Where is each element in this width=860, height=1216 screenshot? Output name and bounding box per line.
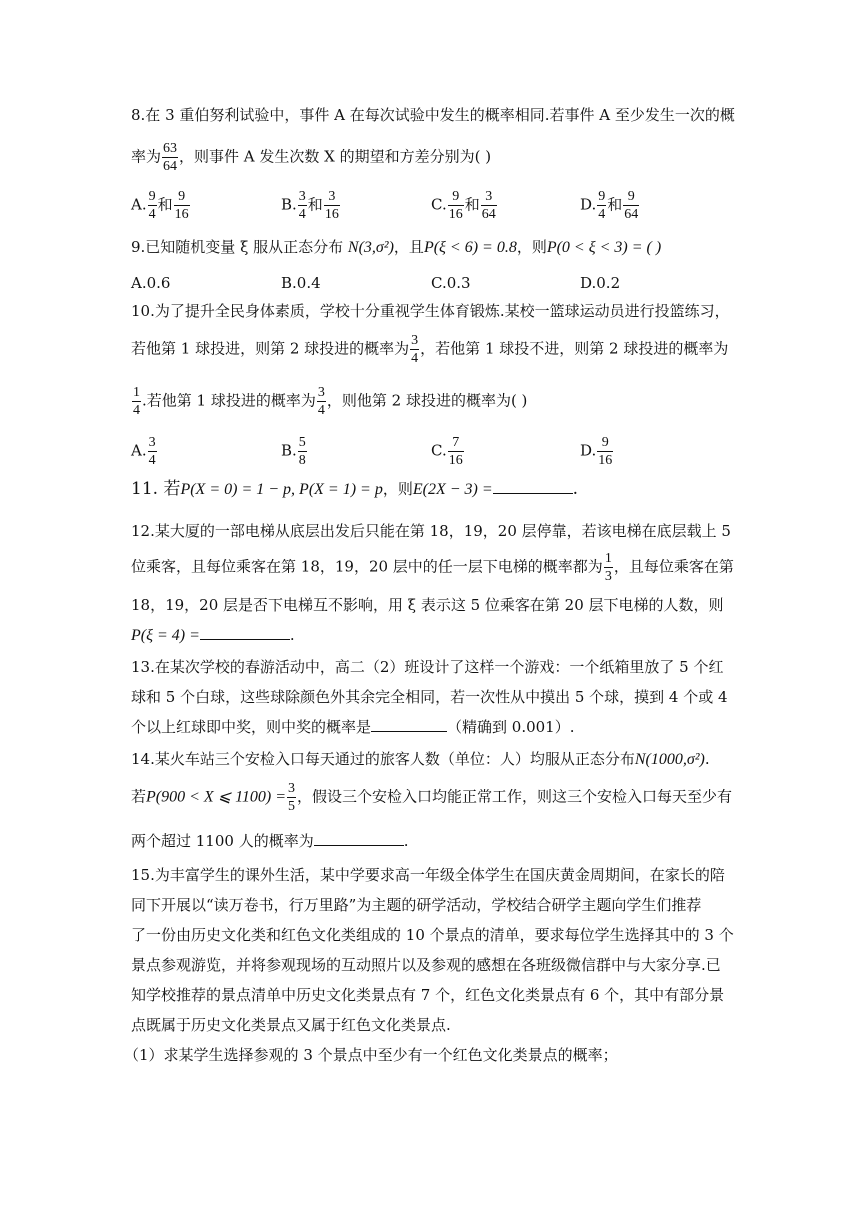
- q13-line1: 13.在某次学校的春游活动中，高二（2）班设计了这样一个游戏：一个纸箱里放了 5 个红: [131, 658, 724, 676]
- q15-line6: 点既属于历史文化类景点又属于红色文化类景点.: [131, 1016, 451, 1034]
- q8-option-d[interactable]: D. $\frac{9}{4}$ 和 $\frac{9}{64}$: [580, 189, 639, 222]
- q10-option-b[interactable]: B. $\frac{5}{8}$: [281, 435, 306, 468]
- q15-line3: 了一份由历史文化类和红色文化类组成的 10 个景点的清单，要求每位学生选择其中的 3 个: [131, 926, 734, 944]
- q9-question: P(0 < ξ < 3) = ( ): [546, 239, 662, 256]
- q15-line1: 15.为丰富学生的课外生活，某中学要求高一年级全体学生在国庆黄金周期间，在家长的陪: [131, 866, 725, 884]
- q10-line3: $\frac{1}{4}$ .若他第 1 球投进的概率为 $\frac{3}{4}$ ，则他第 2 球投进的概率为( ): [133, 385, 528, 418]
- q10-option-d[interactable]: D. $\frac{9}{16}$: [580, 435, 613, 468]
- q15-sub1: （1）求某学生选择参观的 3 个景点中至少有一个红色文化类景点的概率；: [124, 1046, 618, 1064]
- q15-line2: 同下开展以“读万卷书，行万里路”为主题的研学活动，学校结合研学主题向学生们推荐: [131, 896, 702, 914]
- q12-line3: 18，19，20 层是否下电梯互不影响，用 ξ 表示这 5 位乘客在第 20 层下电梯的人数，则: [131, 596, 724, 614]
- q9-distribution: N(3,σ²): [347, 239, 394, 256]
- q8-line2: 率为 $\frac{63}{64}$ ，则事件 A 发生次数 X 的期望和方差分别为( ): [131, 141, 492, 174]
- q9-line: 9.已知随机变量 ξ 服从正态分布 N(3,σ²)，且P(ξ < 6) = 0.8，则P(0 < ξ < 3) = ( ): [131, 238, 662, 256]
- q8-option-c[interactable]: C. $\frac{9}{16}$ 和 $\frac{3}{64}$: [431, 189, 496, 222]
- q9-option-c[interactable]: C.0.3: [431, 274, 471, 292]
- q9-option-d[interactable]: D.0.2: [580, 274, 621, 292]
- q15-line5: 知学校推荐的景点清单中历史文化类景点有 7 个，红色文化类景点有 6 个，其中有部分景: [131, 986, 725, 1004]
- q9-option-b[interactable]: B.0.4: [281, 274, 321, 292]
- q13-line2: 球和 5 个白球，这些球除颜色外其余完全相同，若一次性从中摸出 5 个球，摸到 4 个或 4: [131, 688, 728, 706]
- q9-condition: P(ξ < 6) = 0.8: [423, 239, 517, 256]
- q12-answer-blank[interactable]: [200, 625, 290, 640]
- q14-line3: 两个超过 1100 人的概率为 .: [131, 832, 409, 850]
- q13-answer-blank[interactable]: [371, 717, 447, 732]
- q14-line2: 若P(900 < X ⩽ 1100) = $\frac{3}{5}$ ，假设三个安检入口均能正常工作，则这三个安检入口每天至少有: [131, 781, 733, 814]
- q10-line2: 若他第 1 球投进，则第 2 球投进的概率为 $\frac{3}{4}$ ，若他第 1 球投不进，则第 2 球投进的概率为: [131, 333, 729, 366]
- q12-line2: 位乘客，且每位乘客在第 18，19，20 层中的任一层下电梯的概率都为 $\frac{1}{3}$ ，且每位乘客在第: [131, 551, 734, 584]
- q14-line1: 14.某火车站三个安检入口每天通过的旅客人数（单位：人）均服从正态分布N(1000,σ²).: [131, 750, 710, 768]
- q13-line3: 个以上红球即中奖，则中奖的概率是 （精确到 0.001）.: [131, 718, 575, 736]
- q8-option-a[interactable]: A. $\frac{9}{4}$ 和 $\frac{9}{16}$: [131, 189, 189, 222]
- q14-answer-blank[interactable]: [314, 831, 404, 846]
- q10-option-c[interactable]: C. $\frac{7}{16}$: [431, 435, 463, 468]
- q9-option-a[interactable]: A.0.6: [131, 274, 171, 292]
- q8-fraction: $\frac{63}{64}$: [163, 141, 178, 174]
- q10-option-a[interactable]: A. $\frac{3}{4}$: [131, 435, 156, 468]
- q8-line1: 8.在 3 重伯努利试验中，事件 A 在每次试验中发生的概率相同.若事件 A 至少发生一次的概: [131, 106, 735, 124]
- q11-line: 11. 若P(X = 0) = 1 − p, P(X = 1) = p，则E(2X − 3) = .: [131, 479, 579, 499]
- q8-option-b[interactable]: B. $\frac{3}{4}$ 和 $\frac{3}{16}$: [281, 189, 339, 222]
- q11-answer-blank[interactable]: [493, 479, 573, 494]
- q12-line1: 12.某大厦的一部电梯从底层出发后只能在第 18，19，20 层停靠，若该电梯在底层载上 5: [131, 522, 731, 540]
- q15-line4: 景点参观游览，并将参观现场的互动照片以及参观的感想在各班级微信群中与大家分享.已: [131, 956, 721, 974]
- q12-line4: P(ξ = 4) = .: [131, 626, 295, 644]
- q10-line1: 10.为了提升全民身体素质，学校十分重视学生体育锻炼.某校一篮球运动员进行投篮练习，: [131, 302, 730, 320]
